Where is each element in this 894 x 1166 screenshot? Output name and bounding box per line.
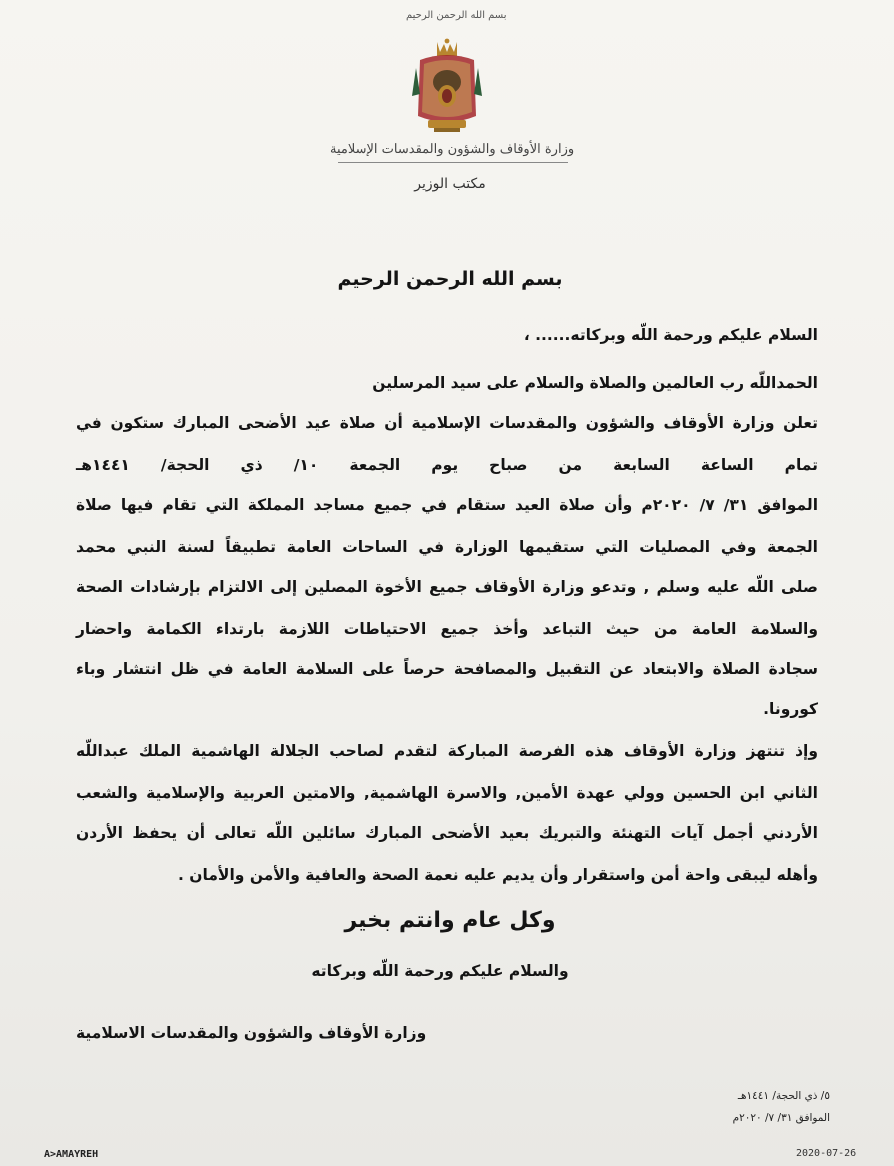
body-line: الموافق ٣١/ ٧/ ٢٠٢٠م وأن صلاة العيد ستقام في جميع مساجد المملكة التي تقام فيها صلاة — [76, 496, 819, 514]
date-gregorian: الموافق ٣١/ ٧/ ٢٠٢٠م — [732, 1112, 830, 1124]
letter-title: بسم الله الرحمن الرحيم — [337, 268, 563, 290]
body-line: وأهله ليبقى واحة أمن واستقرار وأن يديم عليه نعمة الصحة والعافية والأمن والأمان . — [178, 866, 818, 884]
watermark-left: A>AMAYREH — [44, 1149, 99, 1160]
body-line: الأردني أجمل آيات التهنئة والتبريك بعيد الأضحى المبارك سائلين اللّه تعالى أن يحفظ الأردن — [76, 824, 818, 842]
date-hijri: ٥/ ذي الحجة/ ١٤٤١هـ — [737, 1090, 830, 1102]
closing-wish: وكل عام وانتم بخير — [344, 908, 556, 933]
body-line: وإذ تنتهز وزارة الأوقاف هذه الفرصة المباركة لتقدم لصاحب الجلالة الهاشمية الملك عبداللّه — [76, 742, 818, 760]
closing-salam: والسلام عليكم ورحمة اللّه وبركاته — [311, 962, 569, 980]
timestamp-right: 2020-07-26 — [796, 1148, 857, 1159]
body-line: الجمعة وفي المصليات التي ستقيمها الوزارة في الساحات العامة تطبيقاً لسنة النبي محمد — [76, 538, 818, 556]
signature-ministry: وزارة الأوقاف والشؤون والمقدسات الاسلامية — [76, 1024, 427, 1042]
body-line: صلى اللّه عليه وسلم , وتدعو وزارة الأوقاف جميع الأخوة المصلين إلى الالتزام بإرشادات الصحة — [76, 578, 818, 596]
body-line: سجادة الصلاة والابتعاد عن التقبيل والمصافحة حرصاً على السلامة العامة في ظل انتشار وباء — [76, 660, 818, 678]
greeting: السلام عليكم ورحمة اللّه وبركاته...... ، — [523, 326, 818, 344]
coat-of-arms-emblem — [410, 38, 484, 134]
body-line: والسلامة العامة من حيث التباعد وأخذ جميع الاحتياطات اللازمة بارتداء الكمامة واحضار — [76, 620, 818, 638]
body-line: كورونا. — [763, 700, 818, 718]
praise-line: الحمداللّه رب العالمين والصلاة والسلام على سيد المرسلين — [372, 374, 818, 392]
body-line: الثاني ابن الحسين وولي عهدة الأمين, والاسرة الهاشمية, والامتين العربية والإسلامية والشعب — [76, 784, 818, 802]
office-label: مكتب الوزير — [414, 176, 486, 192]
body-line: تمام الساعة السابعة من صباح يوم الجمعة ١٠/ ذي الحجة/ ١٤٤١هـ — [76, 456, 818, 474]
header-divider — [338, 162, 568, 163]
header-basmala-calligraphy: بسم الله الرحمن الرحيم — [406, 10, 507, 21]
ministry-name: وزارة الأوقاف والشؤون والمقدسات الإسلامية — [330, 142, 575, 157]
body-line: تعلن وزارة الأوقاف والشؤون والمقدسات الإسلامية أن صلاة عيد الأضحى المبارك ستكون في — [76, 414, 818, 432]
